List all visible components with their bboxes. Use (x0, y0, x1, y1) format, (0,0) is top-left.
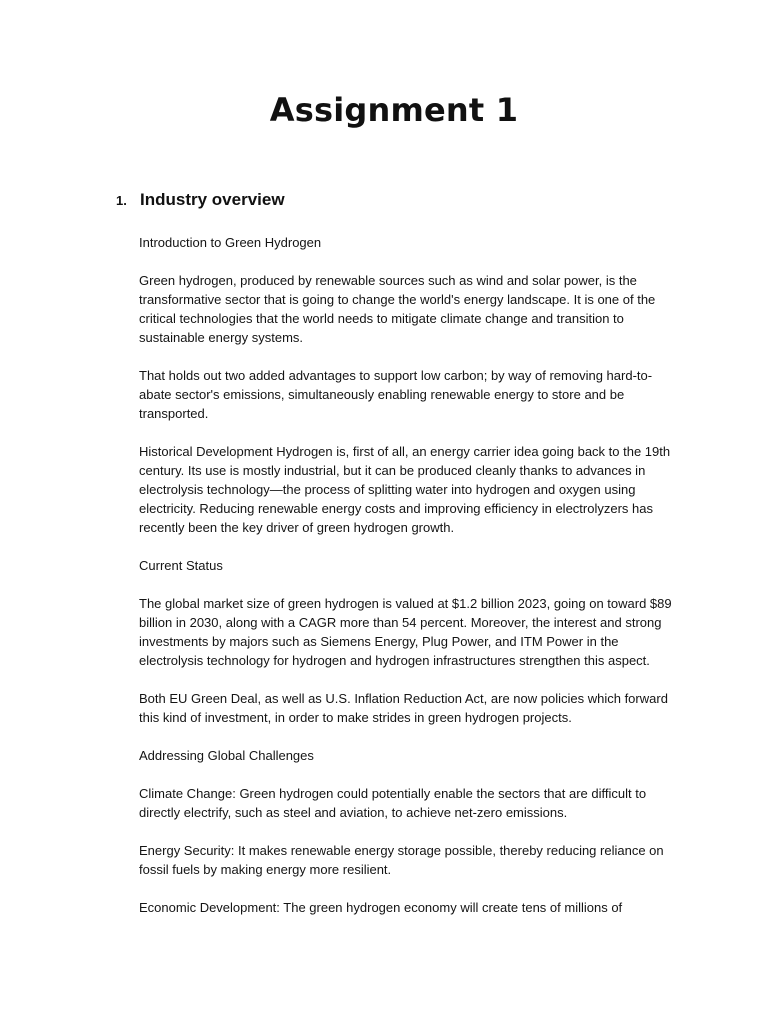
paragraph: Historical Development Hydrogen is, first of all, an energy carrier idea going back to the 19th century. Its use is mostly industrial, but it can be produced cleanly thanks to advances in electrolysis technology—the process of splitting water into hydrogen and oxygen using electricity. Reducing renewable energy costs and improving efficiency in electrolyzers has recently been the key driver of green hydrogen growth. (139, 444, 671, 535)
section-number: 1. (116, 193, 127, 208)
subheading-global-challenges: Addressing Global Challenges (139, 748, 314, 763)
paragraph: Energy Security: It makes renewable energy storage possible, thereby reducing reliance on fossil fuels by making energy more resilient. (139, 843, 664, 877)
paragraph: That holds out two added advantages to support low carbon; by way of removing hard-to-abate sector's emissions, simultaneously enabling renewable energy to store and be transported. (139, 368, 653, 421)
paragraph: Economic Development: The green hydrogen economy will create tens of millions of (139, 900, 623, 915)
page-title: Assignment 1 (269, 91, 519, 129)
paragraph: Both EU Green Deal, as well as U.S. Inflation Reduction Act, are now policies which forward this kind of investment, in order to make strides in green hydrogen projects. (139, 691, 668, 725)
subheading-current-status: Current Status (139, 558, 223, 573)
paragraph: Climate Change: Green hydrogen could potentially enable the sectors that are difficult to directly electrify, such as steel and aviation, to achieve net-zero emissions. (139, 786, 647, 820)
subheading-introduction: Introduction to Green Hydrogen (139, 235, 322, 250)
section-heading (116, 188, 676, 212)
paragraph: The global market size of green hydrogen is valued at $1.2 billion 2023, going on toward $89 billion in 2030, along with a CAGR more than 54 percent. Moreover, the interest and strong investments by majors such as Siemens Energy, Plug Power, and ITM Power in the electrolysis technology for hydrogen and hydrogen infrastructures strengthen this aspect. (139, 596, 672, 668)
paragraph: Green hydrogen, produced by renewable sources such as wind and solar power, is the transformative sector that is going to change the world's energy landscape. It is one of the critical technologies that the world needs to mitigate climate change and transition to sustainable energy systems. (139, 273, 656, 345)
section-body (139, 233, 675, 936)
section-title: Industry overview (140, 190, 285, 209)
